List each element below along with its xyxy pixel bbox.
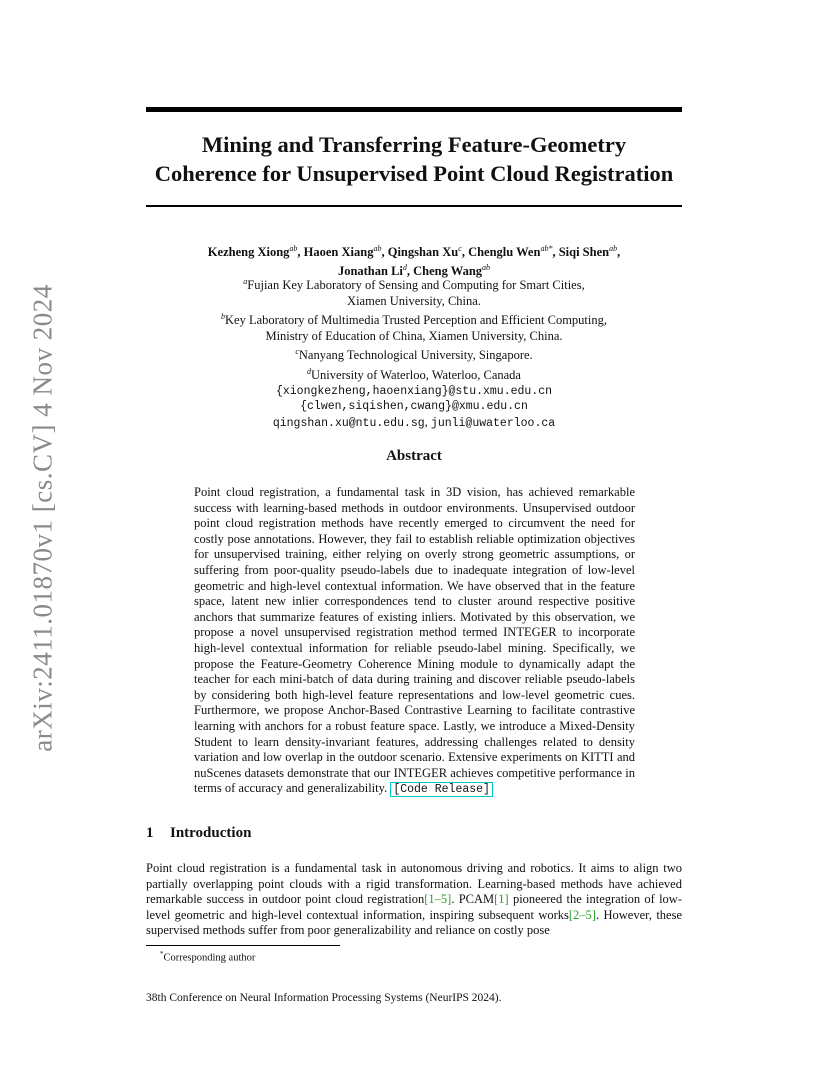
citation-link[interactable]: [1–5] bbox=[424, 892, 452, 907]
affiliation-b-cont: Ministry of Education of China, Xiamen University, China. bbox=[265, 328, 563, 343]
affiliation-a bbox=[146, 274, 682, 294]
arxiv-identifier: arXiv:2411.01870v1 [cs.CV] 4 Nov 2024 bbox=[27, 284, 58, 752]
affiliation-b bbox=[146, 309, 682, 329]
introduction-paragraph bbox=[146, 861, 682, 939]
title-top-rule bbox=[146, 107, 682, 112]
footnote-rule bbox=[146, 945, 340, 946]
abstract-text: Point cloud registration, a fundamental task in 3D vision, has achieved remarkable success with learning-based methods in outdoor environments. Unsupervised outdoor point cloud registration methods have recently emerged to circumvent the need for costly pose annotations. However, they fail to establish reliable optimization objectives for unsupervised training, either relying on overly strong geometric assumptions, or suffering from poor-quality pseudo-labels due to inadequate integration of low-level geometric and high-level contextual information. We have observed that in the feature space, latent new inlier correspondences tend to cluster around respective positive anchors that summarize features of existing inliers. Motivated by this observation, we propose a novel unsupervised registration method termed INTEGER to incorporate high-level contextual information for reliable pseudo-label mining. Specifically, we propose the Feature-Geometry Coherence Mining module to dynamically adapt the teacher for each mini-batch of data during training and discover reliable pseudo-labels by considering both high-level feature representations and low-level geometric cues. Furthermore, we propose Anchor-Based Contrastive Learning to facilitate contrastive learning with anchors for a robust feature space. Lastly, we introduce a Mixed-Density Student to learn density-invariant features, addressing challenges related to density variation and low overlap in the outdoor scenario. Extensive experiments on KITTI and nuScenes datasets demonstrate that our INTEGER achieves competitive performance in terms of accuracy and generalizability. bbox=[194, 485, 635, 796]
author-name: Haoen Xiang bbox=[303, 245, 374, 260]
affiliation-mark: d bbox=[307, 366, 312, 376]
conference-note: 38th Conference on Neural Information Processing Systems (NeurIPS 2024). bbox=[146, 992, 502, 1004]
title-bottom-rule bbox=[146, 205, 682, 207]
section-heading-introduction bbox=[146, 825, 251, 842]
affiliation-text: University of Waterloo, Waterloo, Canada bbox=[311, 368, 521, 383]
author-affiliation-mark: ab bbox=[482, 263, 491, 273]
author-separator: , bbox=[297, 245, 304, 260]
abstract-heading: Abstract bbox=[386, 448, 442, 464]
abstract-body bbox=[194, 485, 635, 798]
title-line-1: Mining and Transferring Feature-Geometry bbox=[201, 132, 627, 157]
affiliation-mark: a bbox=[243, 277, 248, 286]
citation-link[interactable]: [2–5] bbox=[568, 907, 596, 922]
author-name: Jonathan Li bbox=[337, 264, 403, 279]
author-separator: , bbox=[406, 264, 414, 279]
affiliation-mark: b bbox=[221, 312, 225, 322]
author-name: Chenglu Wen bbox=[468, 245, 541, 260]
section-title: Introduction bbox=[170, 825, 252, 841]
footnote-mark: * bbox=[160, 950, 164, 958]
affiliation-text: Fujian Key Laboratory of Sensing and Computing for Smart Cities, bbox=[247, 278, 585, 293]
section-number: 1 bbox=[146, 825, 154, 841]
author-affiliation-mark: ab bbox=[289, 244, 298, 253]
footnote-text: Corresponding author bbox=[163, 952, 256, 964]
affiliation-a-cont: Xiamen University, China. bbox=[347, 293, 481, 308]
affiliation-text: Nanyang Technological University, Singapore. bbox=[298, 348, 533, 363]
affiliation-d bbox=[146, 364, 682, 384]
author-affiliation-mark: ab* bbox=[540, 244, 553, 253]
intro-text: pioneered the integration of low-level geometric and high-level contextual information, inspiring subsequent works bbox=[146, 892, 682, 922]
author-separator: , bbox=[461, 245, 469, 260]
title-line-2: Coherence for Unsupervised Point Cloud Registration bbox=[154, 161, 674, 186]
code-release-link[interactable]: [Code Release] bbox=[390, 782, 493, 797]
author-separator: , bbox=[381, 245, 388, 260]
email-separator: , bbox=[424, 414, 431, 429]
intro-text: . PCAM bbox=[451, 892, 495, 907]
author-affiliation-mark: d bbox=[402, 263, 407, 273]
author-affiliation-mark: ab bbox=[609, 244, 618, 253]
affiliation-c bbox=[146, 344, 682, 364]
author-line-1 bbox=[146, 241, 682, 260]
author-separator: , bbox=[617, 245, 621, 260]
email-line-3 bbox=[146, 415, 682, 432]
author-name: Siqi Shen bbox=[558, 245, 610, 260]
email-line-2[interactable]: {clwen,siqishen,cwang}@xmu.edu.cn bbox=[300, 400, 528, 414]
paper-title bbox=[146, 130, 682, 188]
intro-text: Point cloud registration is a fundamental task in autonomous driving and robotics. It aims to align two partially overlapping point clouds with a rigid transformation. Learning-based methods have achieved remarkable success in outdoor point cloud registration bbox=[146, 861, 682, 907]
affiliation-mark: c bbox=[295, 347, 299, 357]
email-junli[interactable]: junli@uwaterloo.ca bbox=[430, 416, 556, 430]
affiliation-block bbox=[146, 274, 682, 431]
author-name: Kezheng Xiong bbox=[207, 245, 290, 260]
author-separator: , bbox=[552, 245, 559, 260]
email-qingshan[interactable]: qingshan.xu@ntu.edu.sg bbox=[272, 416, 425, 430]
footnote bbox=[160, 950, 255, 964]
author-affiliation-mark: ab bbox=[373, 244, 382, 253]
affiliation-text: Key Laboratory of Multimedia Trusted Perception and Efficient Computing, bbox=[225, 313, 607, 328]
author-name: Cheng Wang bbox=[413, 264, 483, 279]
email-line-1[interactable]: {xiongkezheng,haoenxiang}@stu.xmu.edu.cn bbox=[275, 384, 553, 398]
intro-text: . However, these supervised methods suffer from poor generalizability and reliance on costly pose bbox=[146, 907, 682, 938]
author-affiliation-mark: c bbox=[458, 244, 462, 253]
citation-link[interactable]: [1] bbox=[494, 892, 509, 907]
author-name: Qingshan Xu bbox=[387, 245, 459, 260]
